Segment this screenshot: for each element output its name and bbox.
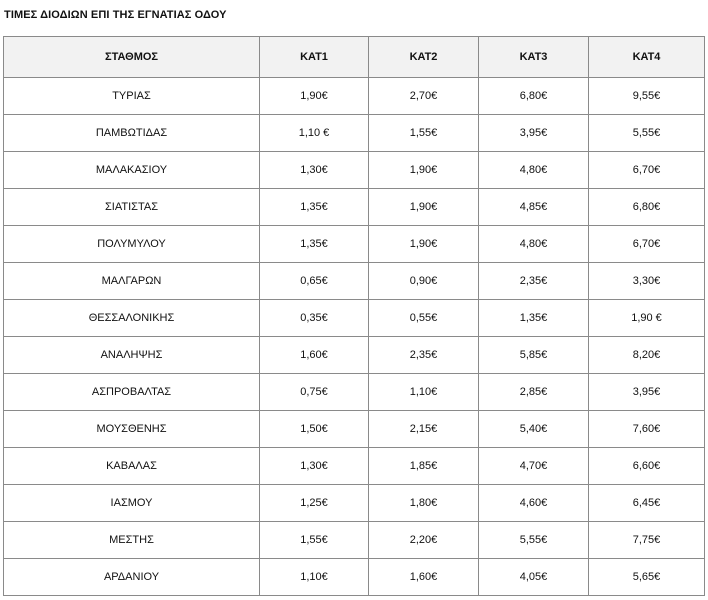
price-cell: 1,90€ bbox=[260, 78, 369, 115]
price-cell: 1,90 € bbox=[589, 300, 705, 337]
price-cell: 7,75€ bbox=[589, 522, 705, 559]
price-cell: 6,70€ bbox=[589, 152, 705, 189]
price-cell: 4,85€ bbox=[479, 189, 589, 226]
price-cell: 0,35€ bbox=[260, 300, 369, 337]
price-cell: 5,65€ bbox=[589, 559, 705, 596]
price-cell: 5,55€ bbox=[589, 115, 705, 152]
table-row bbox=[4, 411, 705, 448]
column-header-cat2: ΚΑΤ2 bbox=[369, 37, 479, 78]
price-cell: 1,25€ bbox=[260, 485, 369, 522]
price-cell: 6,80€ bbox=[479, 78, 589, 115]
price-cell: 1,10€ bbox=[260, 559, 369, 596]
price-cell: 2,70€ bbox=[369, 78, 479, 115]
price-cell: 8,20€ bbox=[589, 337, 705, 374]
table-row bbox=[4, 448, 705, 485]
price-cell: 1,10 € bbox=[260, 115, 369, 152]
price-cell: 6,80€ bbox=[589, 189, 705, 226]
price-cell: 9,55€ bbox=[589, 78, 705, 115]
table-row bbox=[4, 115, 705, 152]
price-cell: 1,60€ bbox=[369, 559, 479, 596]
column-header-cat1: ΚΑΤ1 bbox=[260, 37, 369, 78]
price-cell: 1,90€ bbox=[369, 189, 479, 226]
toll-table-container bbox=[3, 36, 704, 596]
price-cell: 3,30€ bbox=[589, 263, 705, 300]
station-cell: ΚΑΒΑΛΑΣ bbox=[4, 448, 260, 485]
column-header-cat4: ΚΑΤ4 bbox=[589, 37, 705, 78]
price-cell: 4,70€ bbox=[479, 448, 589, 485]
price-cell: 1,35€ bbox=[260, 189, 369, 226]
price-cell: 1,30€ bbox=[260, 152, 369, 189]
column-header-cat3: ΚΑΤ3 bbox=[479, 37, 589, 78]
price-cell: 0,75€ bbox=[260, 374, 369, 411]
table-row bbox=[4, 78, 705, 115]
table-row bbox=[4, 485, 705, 522]
price-cell: 2,85€ bbox=[479, 374, 589, 411]
price-cell: 0,65€ bbox=[260, 263, 369, 300]
table-row bbox=[4, 522, 705, 559]
table-row bbox=[4, 337, 705, 374]
price-cell: 1,30€ bbox=[260, 448, 369, 485]
price-cell: 1,60€ bbox=[260, 337, 369, 374]
price-cell: 1,85€ bbox=[369, 448, 479, 485]
station-cell: ΜΑΛΓΑΡΩΝ bbox=[4, 263, 260, 300]
price-cell: 4,60€ bbox=[479, 485, 589, 522]
station-cell: ΠΟΛΥΜΥΛΟΥ bbox=[4, 226, 260, 263]
price-cell: 1,35€ bbox=[479, 300, 589, 337]
price-cell: 3,95€ bbox=[479, 115, 589, 152]
table-row bbox=[4, 152, 705, 189]
page-title: ΤΙΜΕΣ ΔΙΟΔΙΩΝ ΕΠΙ ΤΗΣ ΕΓΝΑΤΙΑΣ ΟΔΟΥ bbox=[4, 9, 227, 21]
price-cell: 2,15€ bbox=[369, 411, 479, 448]
price-cell: 6,70€ bbox=[589, 226, 705, 263]
price-cell: 4,80€ bbox=[479, 152, 589, 189]
station-cell: ΜΑΛΑΚΑΣΙΟΥ bbox=[4, 152, 260, 189]
station-cell: ΠΑΜΒΩΤΙΔΑΣ bbox=[4, 115, 260, 152]
table-row bbox=[4, 374, 705, 411]
station-cell: ΙΑΣΜΟΥ bbox=[4, 485, 260, 522]
price-cell: 5,40€ bbox=[479, 411, 589, 448]
station-cell: ΑΡΔΑΝΙΟΥ bbox=[4, 559, 260, 596]
station-cell: ΜΟΥΣΘΕΝΗΣ bbox=[4, 411, 260, 448]
table-row bbox=[4, 300, 705, 337]
price-cell: 4,05€ bbox=[479, 559, 589, 596]
price-cell: 3,95€ bbox=[589, 374, 705, 411]
table-row bbox=[4, 189, 705, 226]
price-cell: 1,80€ bbox=[369, 485, 479, 522]
table-header-row bbox=[4, 37, 705, 78]
price-cell: 4,80€ bbox=[479, 226, 589, 263]
price-cell: 2,35€ bbox=[479, 263, 589, 300]
column-header-station: ΣΤΑΘΜΟΣ bbox=[4, 37, 260, 78]
price-cell: 1,90€ bbox=[369, 152, 479, 189]
price-cell: 1,90€ bbox=[369, 226, 479, 263]
price-cell: 1,10€ bbox=[369, 374, 479, 411]
price-cell: 1,55€ bbox=[369, 115, 479, 152]
station-cell: ΘΕΣΣΑΛΟΝΙΚΗΣ bbox=[4, 300, 260, 337]
price-cell: 5,55€ bbox=[479, 522, 589, 559]
station-cell: ΣΙΑΤΙΣΤΑΣ bbox=[4, 189, 260, 226]
table-row bbox=[4, 559, 705, 596]
price-cell: 1,35€ bbox=[260, 226, 369, 263]
table-row bbox=[4, 263, 705, 300]
price-cell: 1,55€ bbox=[260, 522, 369, 559]
table-row bbox=[4, 226, 705, 263]
price-cell: 2,35€ bbox=[369, 337, 479, 374]
price-cell: 0,90€ bbox=[369, 263, 479, 300]
station-cell: ΑΝΑΛΗΨΗΣ bbox=[4, 337, 260, 374]
price-cell: 0,55€ bbox=[369, 300, 479, 337]
price-cell: 6,45€ bbox=[589, 485, 705, 522]
price-cell: 6,60€ bbox=[589, 448, 705, 485]
station-cell: ΤΥΡΙΑΣ bbox=[4, 78, 260, 115]
price-cell: 5,85€ bbox=[479, 337, 589, 374]
station-cell: ΑΣΠΡΟΒΑΛΤΑΣ bbox=[4, 374, 260, 411]
price-cell: 7,60€ bbox=[589, 411, 705, 448]
station-cell: ΜΕΣΤΗΣ bbox=[4, 522, 260, 559]
toll-prices-table bbox=[3, 36, 705, 596]
price-cell: 1,50€ bbox=[260, 411, 369, 448]
price-cell: 2,20€ bbox=[369, 522, 479, 559]
